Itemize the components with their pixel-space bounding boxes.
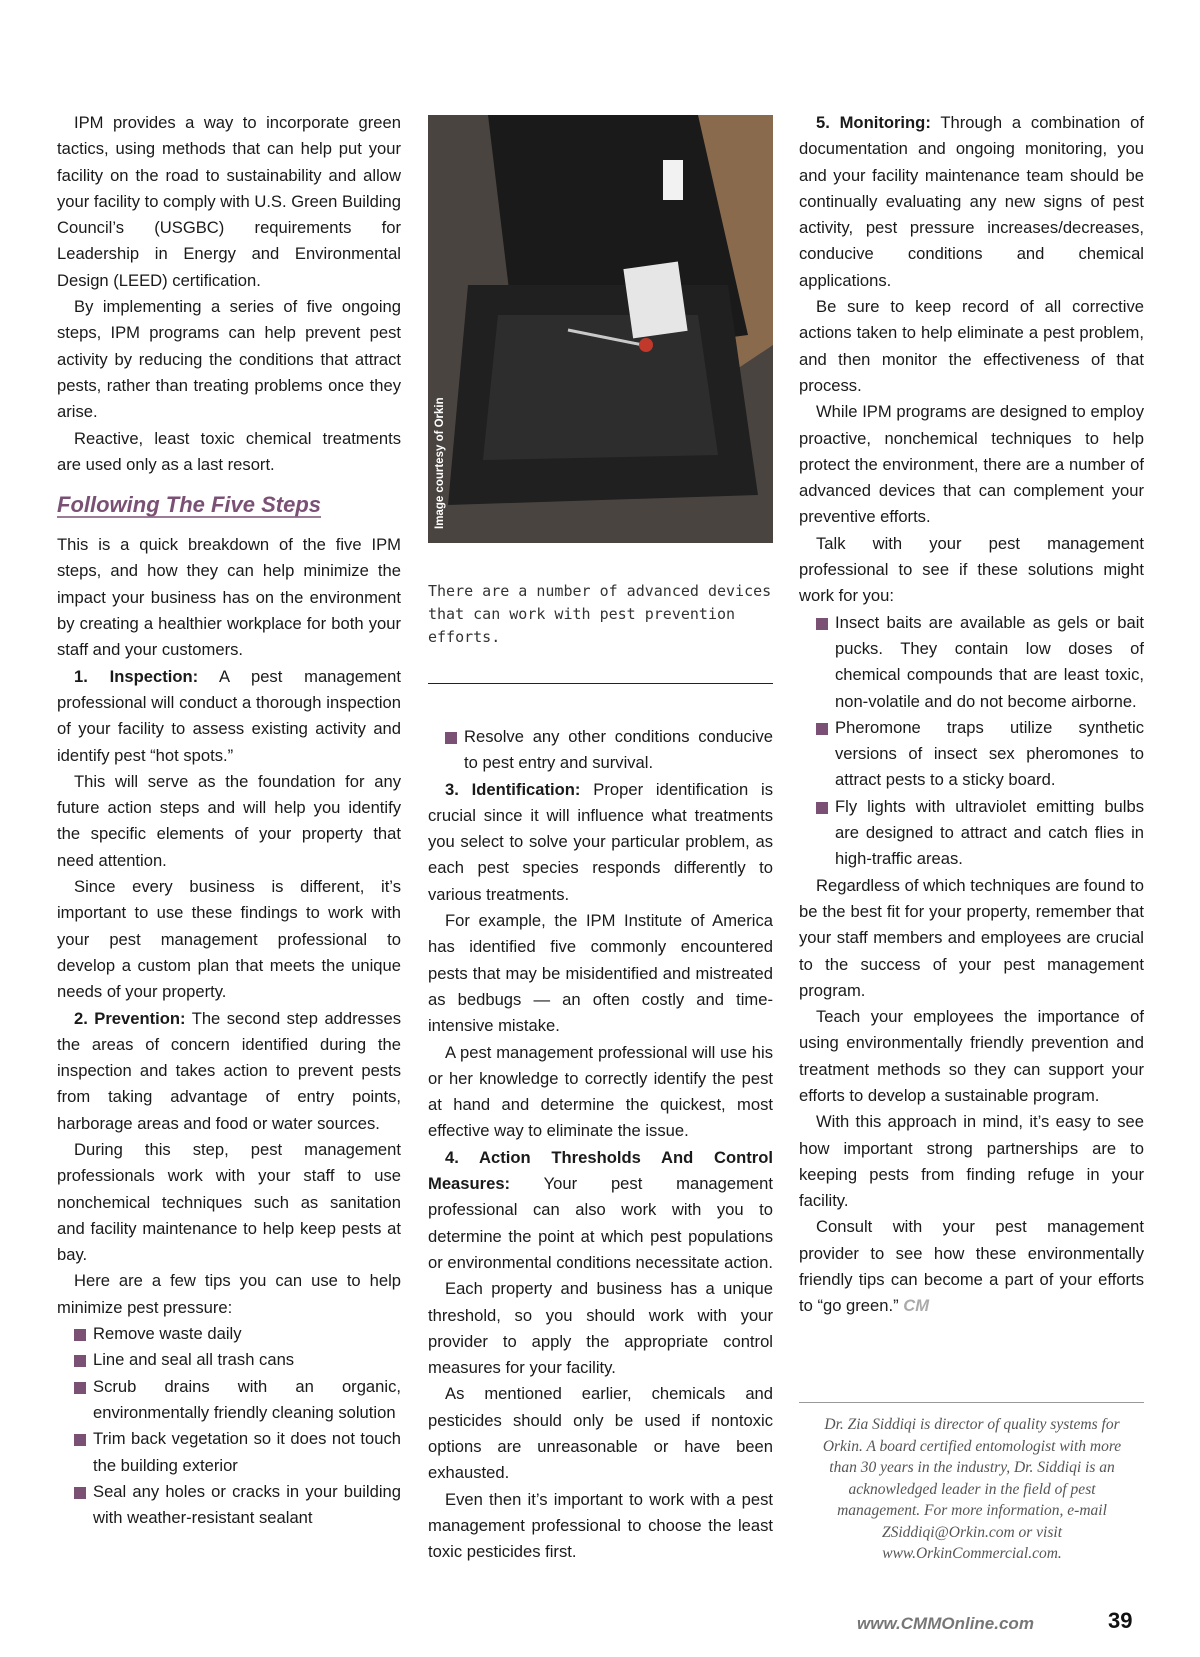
- column-2: [428, 724, 773, 1566]
- step-paragraph: [428, 777, 773, 908]
- column-3: [799, 110, 1144, 1320]
- paragraph: This is a quick breakdown of the five IPM steps, and how they can help minimize the impact your business has on the environment by creating a healthier workplace for both your staff and your customers.: [57, 535, 401, 660]
- paragraph: With this approach in mind, it’s easy to see how important strong partnerships are to keeping pests from finding refuge in your facility.: [799, 1112, 1144, 1211]
- step-paragraph: [57, 1006, 401, 1137]
- column-1: [57, 110, 401, 1531]
- bait-station-illustration: [428, 115, 773, 543]
- step-text: Your pest management professional can also work with you to determine the point at which pest populations or environmental conditions necessitate action.: [428, 1174, 773, 1272]
- paragraph: As mentioned earlier, chemicals and pesticides should only be used if nontoxic options are unreasonable or have been exhausted.: [428, 1384, 773, 1483]
- paragraph: During this step, pest management professionals work with your staff to use nonchemical techniques such as sanitation and facility maintenance to help keep pests at bay.: [57, 1139, 401, 1265]
- list-item: Line and seal all trash cans: [57, 1347, 401, 1373]
- list-item: Resolve any other conditions conducive to pest entry and survival.: [428, 724, 773, 777]
- paragraph: Be sure to keep record of all corrective actions taken to help eliminate a pest problem, and then monitor the effectiveness of that process.: [799, 297, 1144, 395]
- tips-list-continued: [428, 724, 773, 777]
- paragraph: Reactive, least toxic chemical treatments are used only as a last resort.: [57, 428, 401, 474]
- paragraph: IPM provides a way to incorporate green tactics, using methods that can help put your facility on the road to sustainability and allow your facility to comply with U.S. Green Building Council’s (USGBC) requirements for Leadership in Energy and Environmental Design (LEED) certification.: [57, 113, 401, 290]
- author-bio: Dr. Zia Siddiqi is director of quality systems for Orkin. A board certified entomologist with more than 30 years in the industry, Dr. Siddiqi is an acknowledged leader in the field of pest management. For more information, e-mail ZSiddiqi@Orkin.com or visit www.OrkinCommercial.com.: [822, 1416, 1122, 1562]
- paragraph: Talk with your pest management professional to see if these solutions might work for you:: [799, 533, 1144, 606]
- step-label: 5. Monitoring:: [816, 113, 931, 132]
- end-mark: CM: [903, 1296, 930, 1316]
- paragraph: A pest management professional will use his or her knowledge to correctly identify the pest at hand and determine the quickest, most effective way to eliminate the issue.: [428, 1042, 773, 1141]
- footer-url[interactable]: www.CMMOnline.com: [857, 1614, 1034, 1633]
- bait-station-photo: [428, 115, 773, 543]
- paragraph: For example, the IPM Institute of America has identified five commonly encountered pests that may be misidentified and mistreated as bedbugs — an often costly and time-intensive mistake.: [428, 911, 773, 1036]
- photo-caption: There are a number of advanced devices that can work with pest prevention efforts.: [428, 582, 772, 646]
- list-item: Trim back vegetation so it does not touch the building exterior: [57, 1426, 401, 1479]
- paragraph: This will serve as the foundation for any future action steps and will help you identify the specific elements of your property that need attention.: [57, 771, 401, 870]
- step-text: A pest management professional will conduct a thorough inspection of your facility to assess existing activity and identify pest “hot spots.”: [57, 666, 401, 765]
- paragraph: Regardless of which techniques are found to be the best fit for your property, remember that your staff members and employees are crucial to the success of your pest management program.: [799, 875, 1144, 1000]
- page-number: 39: [1108, 1608, 1133, 1633]
- paragraph: Since every business is different, it’s important to use these findings to work with your pest management professional to develop a custom plan that meets the unique needs of your property.: [57, 877, 401, 1002]
- list-item: Seal any holes or cracks in your building with weather-resistant sealant: [57, 1479, 401, 1532]
- paragraph: Here are a few tips you can use to help minimize pest pressure:: [57, 1271, 401, 1317]
- list-item: Remove waste daily: [57, 1321, 401, 1347]
- step-label: 4. Action Thresholds And Control Measures:: [428, 1147, 773, 1194]
- step-paragraph: [428, 1145, 773, 1276]
- step-text: Through a combination of documentation and ongoing monitoring, you and your facility maintenance team should be continually evaluating any new signs of pest activity, pest pressure increases/decreases, conducive conditions and chemical applications.: [799, 113, 1144, 290]
- photo-credit: Image courtesy of Orkin: [434, 397, 446, 529]
- paragraph: By implementing a series of five ongoing steps, IPM programs can help prevent pest activity by reducing the conditions that attract pests, rather than treating problems once they arise.: [57, 297, 401, 422]
- paragraph: Even then it’s important to work with a pest management professional to choose the least toxic pesticides first.: [428, 1489, 773, 1562]
- devices-list: [799, 610, 1144, 873]
- step-label: 2. Prevention:: [74, 1008, 186, 1028]
- step-text: The second step addresses the areas of concern identified during the inspection and takes action to prevent pests from taking advantage of entry points, harborage areas and food or water sources.: [57, 1008, 402, 1133]
- tips-list: [57, 1321, 401, 1531]
- paragraph: While IPM programs are designed to employ proactive, nonchemical techniques to help protect the environment, there are a number of advanced devices that can complement your preventive efforts.: [799, 402, 1144, 527]
- bio-divider: [799, 1402, 1144, 1403]
- list-item: Insect baits are available as gels or bait pucks. They contain low doses of chemical compounds that are least toxic, non-volatile and do not become airborne.: [799, 610, 1144, 715]
- list-item: Pheromone traps utilize synthetic versions of insect sex pheromones to attract pests to a sticky board.: [799, 715, 1144, 794]
- step-paragraph: [57, 664, 401, 769]
- step-label: 1. Inspection:: [74, 666, 199, 686]
- step-label: 3. Identification:: [445, 779, 581, 799]
- step-paragraph: [799, 110, 1144, 294]
- section-heading: Following The Five Steps: [57, 492, 322, 518]
- list-item: Fly lights with ultraviolet emitting bulbs are designed to attract and catch flies in high-traffic areas.: [799, 794, 1144, 873]
- paragraph: Each property and business has a unique threshold, so you should work with your provider to apply the appropriate control measures for your facility.: [428, 1279, 773, 1378]
- closing-paragraph: [799, 1214, 1144, 1319]
- paragraph: Teach your employees the importance of using environmentally friendly prevention and treatment methods so they can support your efforts to develop a sustainable program.: [799, 1007, 1144, 1105]
- closing-text: Consult with your pest management provider to see how these environmentally friendly tips can become a part of your efforts to “go green.”: [799, 1217, 1144, 1316]
- step-text: Proper identification is crucial since it will influence what treatments you select to solve your particular problem, as each pest species responds differently to various treatments.: [428, 779, 773, 904]
- caption-divider: [428, 683, 773, 684]
- list-item: Scrub drains with an organic, environmentally friendly cleaning solution: [57, 1374, 401, 1427]
